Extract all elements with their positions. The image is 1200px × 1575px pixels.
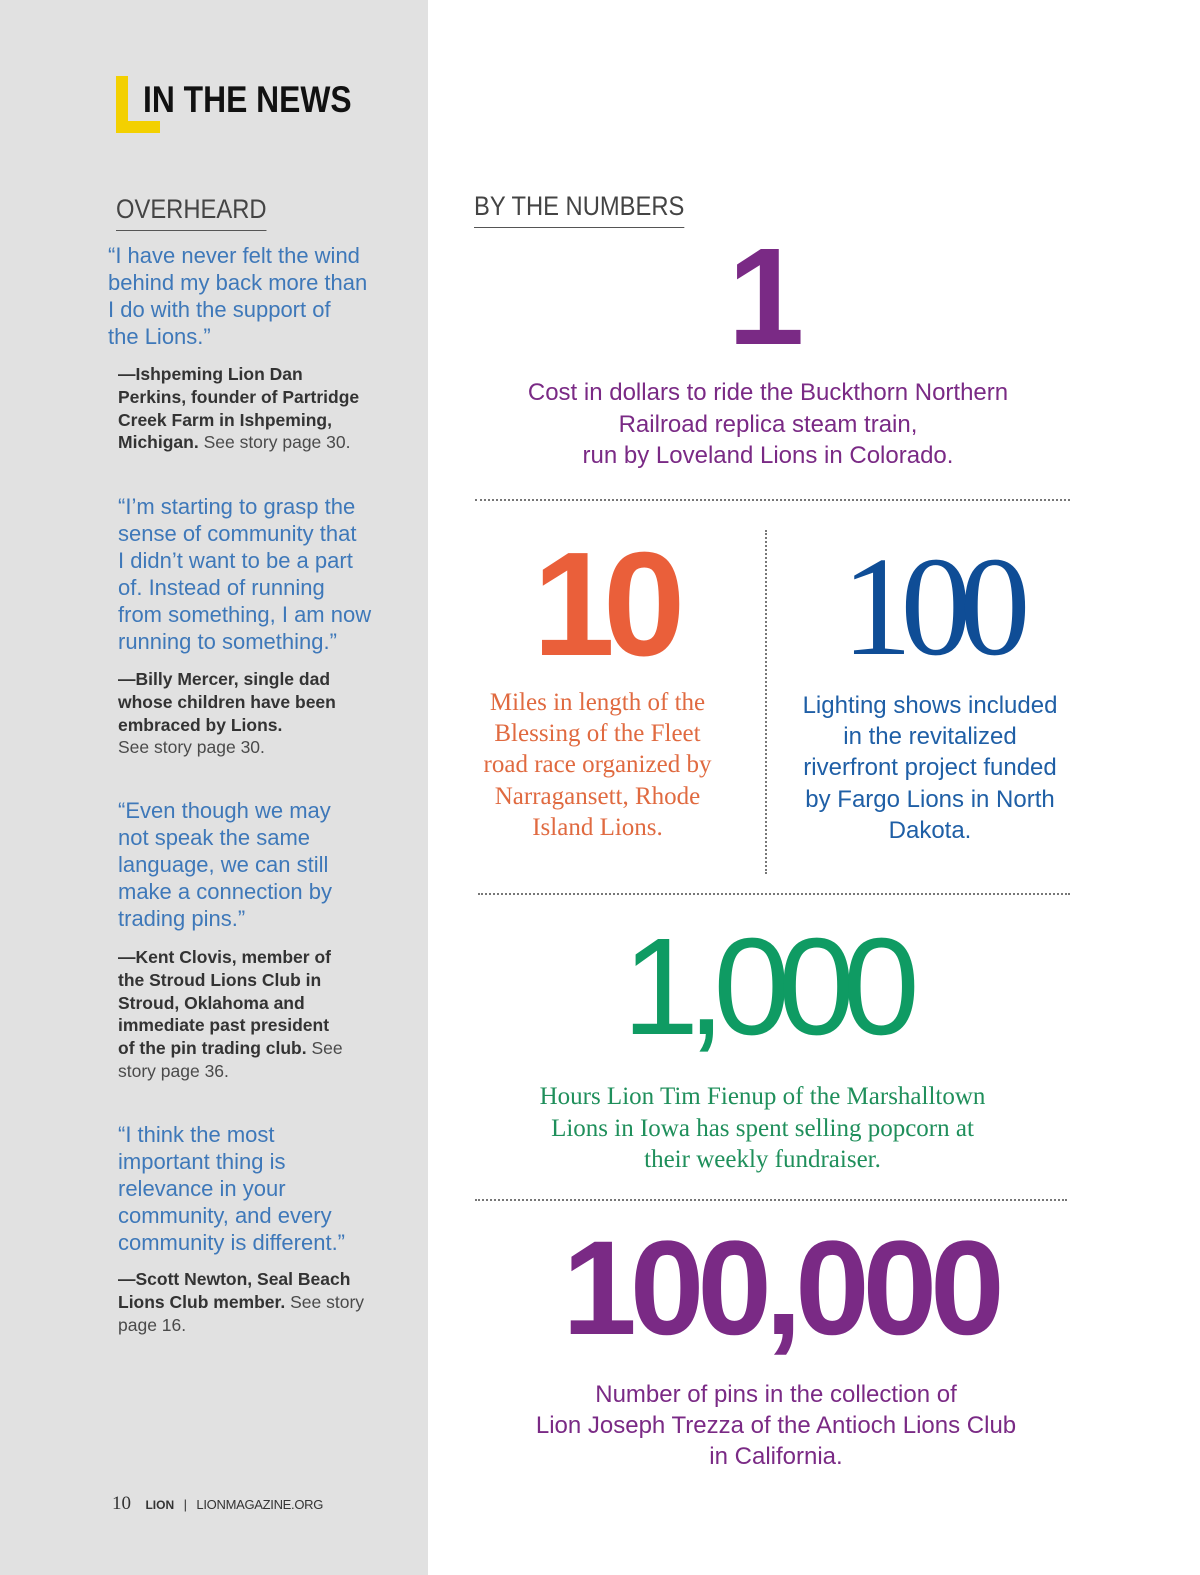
by-the-numbers-heading: BY THE NUMBERS xyxy=(474,191,684,228)
stat-2-description: Miles in length of the Blessing of the Fleet road race organized by Narragansett, Rhode Island Lions. xyxy=(483,689,712,841)
section-title: IN THE NEWS xyxy=(143,79,352,120)
divider xyxy=(478,893,1070,895)
quote-4: “I think the most important thing is relevance in your community, and every community is different.” xyxy=(118,1122,346,1255)
stat-5-number: 100,000 xyxy=(562,1214,998,1363)
quote-3: “Even though we may not speak the same language, we can still make a connection by trading pins.” xyxy=(118,798,333,931)
magazine-name: LION xyxy=(145,1498,175,1512)
stat-3-description: Lighting shows included in the revitalized riverfront project funded by Fargo Lions in North Dakota. xyxy=(802,692,1058,844)
divider xyxy=(475,1199,1067,1201)
stat-4-description: Hours Lion Tim Fienup of the Marshalltown Lions in Iowa has spent selling popcorn at their weekly fundraiser. xyxy=(539,1083,986,1173)
overheard-heading: OVERHEARD xyxy=(116,194,267,231)
quote-1: “I have never felt the wind behind my back more than I do with the support of the Lions.” xyxy=(108,243,368,349)
quote-3-attribution: —Kent Clovis, member of the Stroud Lions Club in Stroud, Oklahoma and immediate past president of the pin trading club. See story page 36. xyxy=(118,947,343,1081)
sidebar-panel xyxy=(0,0,428,1575)
divider-vertical xyxy=(765,530,767,874)
quote-2-attribution: —Billy Mercer, single dad whose children have been embraced by Lions. See story page 30. xyxy=(118,669,336,758)
stat-5-description: Number of pins in the collection of Lion Joseph Trezza of the Antioch Lions Club in California. xyxy=(535,1381,1017,1470)
stat-3-number: 100 xyxy=(841,527,1019,685)
page-footer xyxy=(112,1493,323,1515)
quote-1-attribution: —Ishpeming Lion Dan Perkins, founder of Partridge Creek Farm in Ishpeming, Michigan. See story page 30. xyxy=(118,364,360,453)
website-link[interactable]: LIONMAGAZINE.ORG xyxy=(196,1497,324,1512)
stat-1-description: Cost in dollars to ride the Buckthorn Northern Railroad replica steam train, run by Loveland Lions in Colorado. xyxy=(527,379,1009,469)
stat-4-number: 1,000 xyxy=(622,910,908,1064)
quote-2: “I’m starting to grasp the sense of community that I didn’t want to be a part of. Instead of running from something, I am now running to something.” xyxy=(118,494,372,654)
stat-1-number: 1 xyxy=(727,220,799,374)
stat-2-number: 10 xyxy=(532,522,674,687)
quote-4-attribution: —Scott Newton, Seal Beach Lions Club member. See story page 16. xyxy=(118,1269,365,1335)
page-number: 10 xyxy=(112,1493,131,1514)
footer-separator: | xyxy=(183,1497,187,1512)
divider xyxy=(475,499,1070,501)
